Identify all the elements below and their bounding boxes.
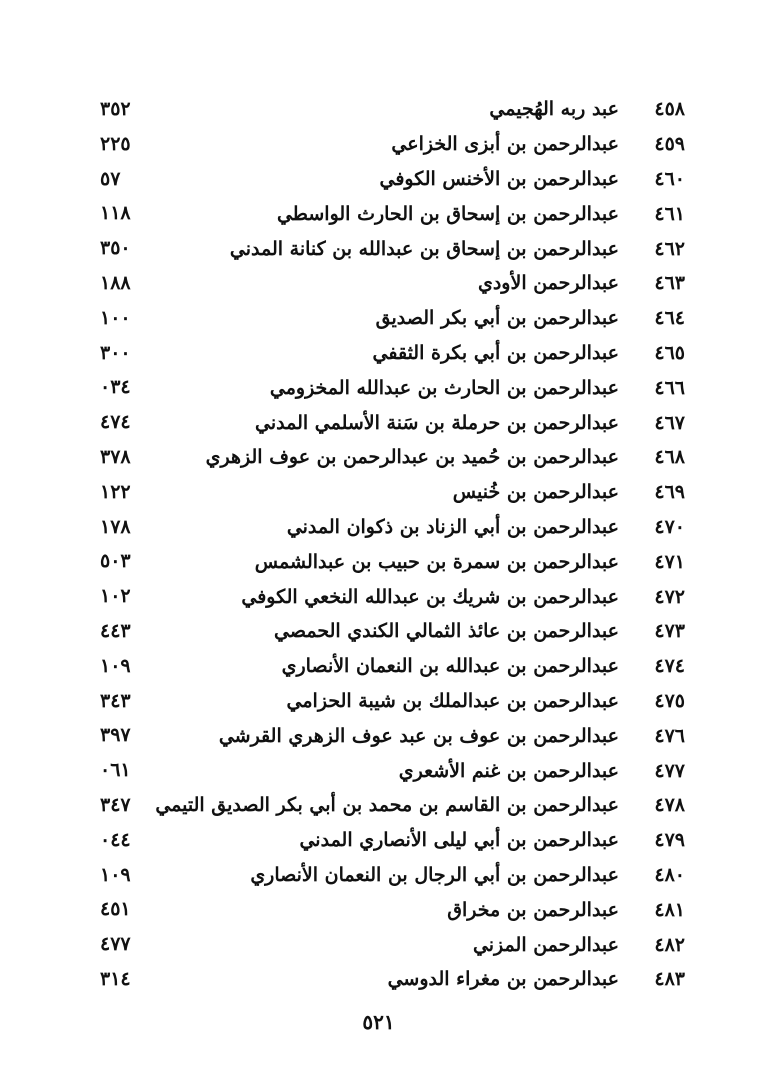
entry-number: ٤٨٠ [654, 863, 685, 886]
entry-page-reference: ٠٤٤ [100, 828, 131, 851]
entry-page-reference: ٢٢٥ [100, 132, 131, 155]
entry-number: ٤٦٥ [654, 341, 685, 364]
entry-page-reference: ٠٣٤ [100, 376, 131, 399]
index-entry [100, 405, 685, 440]
entry-number: ٤٦٤ [654, 307, 685, 330]
index-entry [100, 649, 685, 684]
entry-name: عبدالرحمن بن أبي الزناد بن ذكوان المدني [286, 515, 619, 538]
entry-name: عبدالرحمن بن أبي الرجال بن النعمان الأنصاري [250, 863, 619, 886]
index-entry [100, 788, 685, 823]
entry-number: ٤٨٣ [654, 968, 685, 991]
entry-number: ٤٧٤ [654, 655, 685, 678]
entry-number: ٤٧١ [654, 550, 685, 573]
entry-name: عبدالرحمن بن شريك بن عبدالله النخعي الكوفي [241, 585, 619, 608]
entry-page-reference: ٣٤٧ [100, 793, 131, 816]
entry-number: ٤٧٢ [654, 585, 685, 608]
entry-name: عبدالرحمن بن عوف بن عبد عوف الزهري القرشي [218, 724, 619, 747]
entry-page-reference: ٤٤٣ [100, 619, 131, 642]
entry-page-reference: ٣٧٨ [100, 445, 131, 468]
index-entry [100, 718, 685, 753]
index-entry [100, 684, 685, 719]
index-entry [100, 301, 685, 336]
entry-name: عبد ربه الهُجيمي [489, 98, 619, 121]
entry-name: عبدالرحمن بن سمرة بن حبيب بن عبدالشمس [254, 550, 619, 573]
entry-name: عبدالرحمن بن أبزى الخزاعي [391, 133, 619, 156]
index-entry [100, 753, 685, 788]
index-entry [100, 579, 685, 614]
entry-page-reference: ١٠٩ [100, 863, 131, 886]
entry-page-reference: ١٠٩ [100, 654, 131, 677]
entry-name: عبدالرحمن بن الأخنس الكوفي [379, 167, 619, 190]
entry-page-reference: ٣٥٢ [100, 98, 131, 120]
entry-page-reference: ٥٧ [100, 167, 121, 190]
entry-page-reference: ١١٨ [100, 202, 131, 225]
entry-name: عبدالرحمن بن عبدالله بن النعمان الأنصاري [281, 655, 619, 678]
entry-page-reference: ٤٥١ [100, 898, 131, 921]
entry-name: عبدالرحمن المزني [472, 933, 619, 956]
entry-name: عبدالرحمن بن أبي ليلى الأنصاري المدني [299, 829, 619, 852]
entry-number: ٤٦٢ [654, 237, 685, 260]
entry-page-reference: ٣٠٠ [100, 341, 131, 364]
index-entry [100, 927, 685, 962]
entry-name: عبدالرحمن بن إسحاق بن عبدالله بن كنانة المدني [229, 237, 619, 260]
index-entry [100, 962, 685, 997]
index-entry [100, 231, 685, 266]
entry-name: عبدالرحمن بن حرملة بن سَنة الأسلمي المدني [255, 411, 619, 434]
index-entry [100, 196, 685, 231]
entry-number: ٤٧٧ [654, 759, 685, 782]
entry-page-reference: ٣١٤ [100, 967, 131, 990]
entry-name: عبدالرحمن بن أبي بكرة الثقفي [372, 341, 619, 364]
entry-number: ٤٧٩ [654, 829, 685, 852]
index-entry [100, 92, 685, 127]
entry-number: ٤٦٧ [654, 411, 685, 434]
entry-number: ٤٦٦ [654, 376, 685, 399]
entry-number: ٤٧٥ [654, 689, 685, 712]
entry-page-reference: ١٠٢ [100, 585, 131, 608]
page-number: ٥٢١ [362, 1010, 395, 1034]
entry-name: عبدالرحمن بن الحارث بن عبدالله المخزومي [269, 376, 619, 399]
entry-name: عبدالرحمن بن خُنيس [452, 481, 619, 504]
index-entry [100, 475, 685, 510]
entry-name: عبدالرحمن بن القاسم بن محمد بن أبي بكر الصديق التيمي [155, 794, 619, 817]
entry-name: عبدالرحمن بن غنم الأشعري [398, 759, 619, 782]
entry-number: ٤٥٩ [654, 133, 685, 156]
entry-page-reference: ٣٤٣ [100, 689, 131, 712]
index-entry [100, 440, 685, 475]
index-entry [100, 266, 685, 301]
index-entry [100, 858, 685, 893]
entry-number: ٤٦٣ [654, 272, 685, 295]
entry-name: عبدالرحمن بن عائذ الثمالي الكندي الحمصي [274, 620, 619, 643]
entry-name: عبدالرحمن بن مغراء الدوسي [387, 968, 619, 991]
entry-name: عبدالرحمن بن عبدالملك بن شيبة الحزامي [286, 689, 619, 712]
entry-page-reference: ٣٩٧ [100, 724, 131, 747]
index-entry [100, 127, 685, 162]
entry-page-reference: ٠٦١ [100, 759, 131, 782]
entry-name: عبدالرحمن بن أبي بكر الصديق [375, 307, 619, 330]
entry-page-reference: ٥٠٣ [100, 550, 131, 573]
index-entry [100, 370, 685, 405]
entry-number: ٤٧٠ [654, 515, 685, 538]
index-entry [100, 614, 685, 649]
entry-number: ٤٦٩ [654, 481, 685, 504]
entry-number: ٤٧٨ [654, 794, 685, 817]
entry-number: ٤٧٣ [654, 620, 685, 643]
entry-page-reference: ١٠٠ [100, 306, 131, 329]
index-entry [100, 162, 685, 197]
entry-page-reference: ١٨٨ [100, 271, 131, 294]
entry-number: ٤٥٨ [654, 98, 685, 121]
entry-name: عبدالرحمن بن إسحاق بن الحارث الواسطي [276, 202, 619, 225]
index-entries-list [100, 92, 685, 997]
entry-name: عبدالرحمن بن حُميد بن عبدالرحمن بن عوف الزهري [205, 446, 619, 469]
entry-number: ٤٦٨ [654, 446, 685, 469]
entry-page-reference: ٤٧٧ [100, 933, 131, 956]
entry-name: عبدالرحمن الأودي [477, 272, 619, 295]
entry-page-reference: ١٢٢ [100, 480, 131, 503]
entry-number: ٤٨١ [654, 898, 685, 921]
entry-page-reference: ٤٧٤ [100, 411, 131, 434]
index-entry [100, 544, 685, 579]
index-entry [100, 892, 685, 927]
entry-number: ٤٦٠ [654, 167, 685, 190]
entry-number: ٤٨٢ [654, 933, 685, 956]
entry-page-reference: ٣٥٠ [100, 237, 131, 260]
index-entry [100, 823, 685, 858]
index-entry [100, 336, 685, 371]
entry-number: ٤٧٦ [654, 724, 685, 747]
entry-page-reference: ١٧٨ [100, 515, 131, 538]
index-entry [100, 510, 685, 545]
entry-name: عبدالرحمن بن مخراق [447, 898, 619, 921]
entry-number: ٤٦١ [654, 202, 685, 225]
